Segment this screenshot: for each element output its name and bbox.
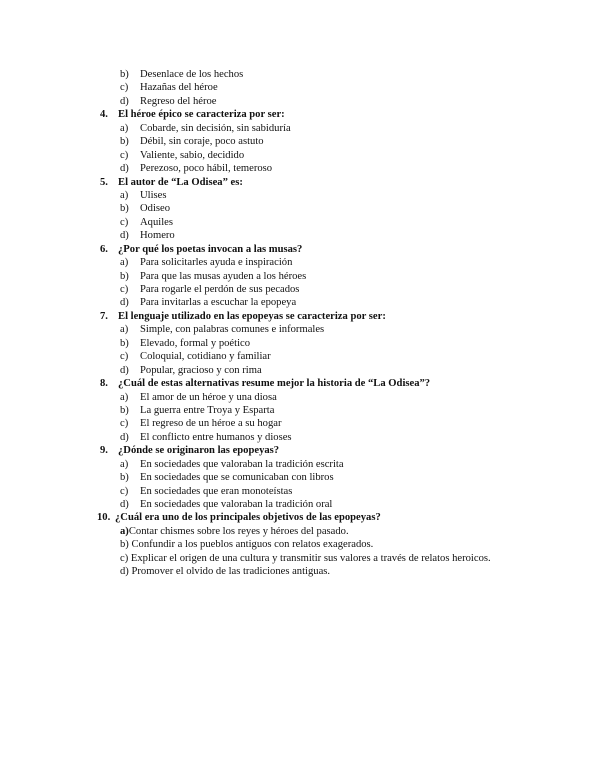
question-text: ¿Dónde se originaron las epopeyas? [118,445,280,457]
option-text: El amor de un héroe y una diosa [140,391,277,403]
option-letter: b) [120,472,129,484]
option-text: La guerra entre Troya y Esparta [140,404,275,416]
option-10c: c) Explicar el origen de una cultura y transmitir sus valores a través de relatos heroicos. [120,552,491,564]
option-letter: a) [120,458,129,470]
question-text: El autor de “La Odisea” es: [118,176,243,188]
option-letter: d) [120,364,129,376]
option-text: Cobarde, sin decisión, sin sabiduría [140,122,291,134]
option-text: Para solicitarles ayuda e inspiración [140,257,293,269]
option-text: Para invitarlas a escuchar la epopeya [140,297,297,309]
question-text: El héroe épico se caracteriza por ser: [118,109,285,121]
option-9a [100,458,570,471]
option-6d [100,296,570,309]
option-letter: b) [120,404,129,416]
question-9 [100,444,570,457]
option-9d [100,498,570,511]
option-letter: a) [120,525,129,537]
question-number: 5. [100,176,108,188]
option-6a [100,256,570,269]
option-text: Débil, sin coraje, poco astuto [140,136,264,148]
option-text: Hazañas del héroe [140,82,218,94]
option-5b [100,202,570,215]
option-9c [100,485,570,498]
option-text: Contar chismes sobre los reyes y héroes del pasado. [128,525,349,537]
question-text: ¿Por qué los poetas invocan a las musas? [118,243,303,255]
question-number: 4. [100,109,108,121]
option-text: En sociedades que se comunicaban con libros [140,472,334,484]
option-10a [100,525,570,538]
option-letter: c) [120,485,129,497]
question-text: ¿Cuál de estas alternativas resume mejor la historia de “La Odisea”? [118,378,431,390]
question-6 [100,243,570,256]
option-text: Elevado, formal y poético [140,337,251,349]
option-7b [100,337,570,350]
option-text: Para que las musas ayuden a los héroes [140,270,307,282]
question-number: 8. [100,378,108,390]
question-7 [100,310,570,323]
option-8c [100,417,570,430]
option-text: Desenlace de los hechos [140,69,244,80]
question-8 [100,377,570,390]
option-letter: d) [120,499,129,510]
option-5a [100,189,570,202]
option-letter: b) [120,270,129,282]
question-number: 10. [97,512,111,524]
option-letter: a) [120,257,129,269]
option-7d [100,364,570,377]
option-text: Para rogarle el perdón de sus pecados [140,284,300,295]
option-letter: a) [120,391,129,403]
question-number: 9. [100,445,108,457]
option-6c [100,283,570,296]
option-9b [100,471,570,484]
option-4d [100,162,570,175]
option-letter: a) [120,324,129,336]
option-8b [100,404,570,417]
option-letter: b) [120,136,129,148]
option-text: Ulises [140,189,167,201]
option-text: El regreso de un héroe a su hogar [140,418,282,430]
option-letter: d) [120,431,129,443]
option-text: Homero [140,230,175,242]
option-text: Regreso del héroe [140,95,217,107]
option-text: En sociedades que valoraban la tradición escrita [140,458,344,470]
option-letter: c) [120,149,129,161]
question-text: ¿Cuál era uno de los principales objetivos de las epopeyas? [115,512,381,524]
option-7c [100,350,570,363]
option-8d [100,431,570,444]
option-3b [100,68,570,81]
quiz-content [97,68,570,579]
option-letter: b) [120,337,129,349]
option-7a [100,323,570,336]
option-5d [100,229,570,242]
option-letter: b) [120,69,129,80]
question-10 [97,511,570,524]
option-10d: d) Promover el olvido de las tradiciones antiguas. [120,566,331,578]
option-5c [100,216,570,229]
option-letter: d) [120,163,129,175]
option-letter: c) [120,351,129,363]
option-text: Popular, gracioso y con rima [140,364,262,376]
option-letter: d) [120,230,129,242]
option-letter: c) [120,82,129,94]
option-letter: c) [120,418,129,430]
option-3d [100,95,570,108]
option-letter: b) [120,203,129,215]
option-text: Aquiles [140,216,173,228]
option-4b [100,135,570,148]
option-text: En sociedades que valoraban la tradición oral [140,499,333,510]
option-text: Odiseo [140,203,171,215]
option-letter: c) [120,216,129,228]
option-8a [100,391,570,404]
option-text: Simple, con palabras comunes e informales [140,324,325,336]
option-text: En sociedades que eran monoteístas [140,485,293,497]
question-text: El lenguaje utilizado en las epopeyas se caracteriza por ser: [118,310,386,322]
option-letter: c) [120,284,129,295]
option-letter: d) [120,95,129,107]
option-4c [100,149,570,162]
question-number: 6. [100,243,108,255]
question-4 [100,108,570,121]
option-text: Valiente, sabio, decidido [140,149,245,161]
question-number: 7. [100,310,108,322]
question-5 [100,176,570,189]
option-10b: b) Confundir a los pueblos antiguos con relatos exagerados. [120,539,374,551]
option-text: El conflicto entre humanos y dioses [140,431,292,443]
option-letter: a) [120,189,129,201]
option-3c [100,81,570,94]
option-letter: d) [120,297,129,309]
option-4a [100,122,570,135]
option-6b [100,270,570,283]
option-text: Coloquial, cotidiano y familiar [140,351,271,363]
option-letter: a) [120,122,129,134]
option-text: Perezoso, poco hábil, temeroso [140,163,273,175]
